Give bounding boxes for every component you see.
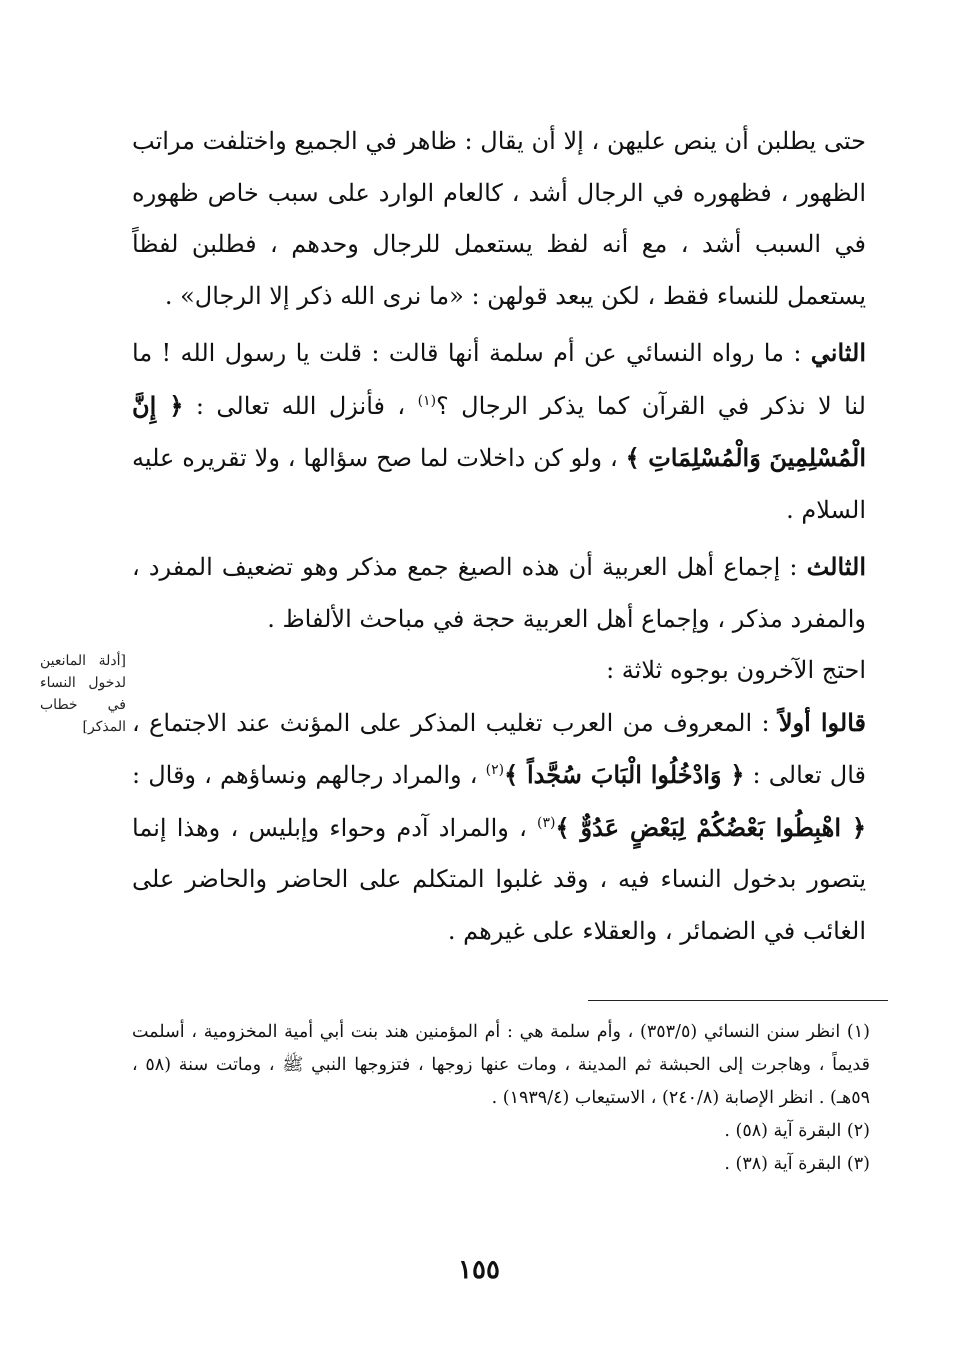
paragraph-2 bbox=[132, 327, 866, 536]
paragraph-2-text-c: ، ولو كن داخلات لما صح سؤالها ، ولا تقريره عليه السلام . bbox=[132, 444, 866, 524]
paragraph-2-text-a: : ما رواه النسائي عن أم سلمة أنها قالت : قلت يا رسول الله ! ما لنا لا نذكر في القرآن كما يذكر الرجال ؟ bbox=[132, 339, 866, 420]
margin-note: [أدلة المانعين لدخول النساء في خطاب المذكر] bbox=[40, 653, 126, 735]
page-number: ١٥٥ bbox=[458, 1255, 500, 1285]
paragraph-5-text-b: ، والمراد رجالهم ونساؤهم ، وقال : bbox=[132, 761, 486, 789]
footnote-2: (٢) البقرة آية (٥٨) . bbox=[724, 1121, 870, 1141]
quran-verse-1: ﴿ إِنَّ الْمُسْلِمِينَ وَالْمُسْلِمَاتِ ﴾ bbox=[132, 390, 866, 472]
paragraph-3-text: : إجماع أهل العربية أن هذه الصيغ جمع مذكر وهو تضعيف المفرد ، والمفرد مذكر ، وإجماع أهل العربية حجة في مباحث الألفاظ . bbox=[132, 553, 866, 633]
paragraph-3-heading: الثالث bbox=[806, 552, 866, 581]
paragraph-1: حتى يطلبن أن ينص عليهن ، إلا أن يقال : ظاهر في الجميع واختلفت مراتب الظهور ، فظهوره في الرجال أشد ، كالعام الوارد على سبب خاص ظهوره في السبب أشد ، مع أنه لفظ يستعمل للرجال وحدهم ، فطلبن لفظاً يستعمل للنساء فقط ، لكن يبعد قولهن : «ما نرى الله ذكر إلا الرجال» . bbox=[132, 127, 866, 310]
footnote-1: (١) انظر سنن النسائي (٣٥٣/٥) ، وأم سلمة هي : أم المؤمنين هند بنت أبي أمية المخزومية ، أسلمت قديماً ، وهاجرت إلى الحبشة ثم المدينة ، ومات عنها زوجها ، فتزوجها النبي ﷺ ، وماتت سنة (٥٨ ، ٥٩هـ) . انظر الإصابة (٢٤٠/٨) ، الاستيعاب (١٩٣٩/٤) . bbox=[132, 1022, 870, 1108]
footnote-ref-1[interactable]: (١) bbox=[417, 392, 437, 409]
paragraph-4: احتج الآخرون بوجوه ثلاثة : bbox=[606, 656, 866, 684]
paragraph-5 bbox=[132, 697, 866, 958]
paragraph-5-text-c: ، والمراد آدم وحواء وإبليس ، وهذا إنما يتصور بدخول النساء فيه ، وقد غلبوا المتكلم على الحاضر والحاضر على الغائب في الضمائر ، والعقلاء على غيرهم . bbox=[132, 813, 866, 945]
paragraph-3 bbox=[132, 541, 866, 645]
quran-verse-2: ﴿ وَادْخُلُوا الْبَابَ سُجَّداً ﴾ bbox=[504, 760, 745, 789]
paragraph-2-text-b: ، فأنزل الله تعالى : bbox=[183, 391, 418, 420]
paragraph-5-heading: قالوا أولاً bbox=[778, 707, 866, 737]
main-text bbox=[132, 116, 866, 957]
footnotes bbox=[132, 1016, 870, 1181]
paragraph-5-text-a: : المعروف من العرب تغليب المذكر على المؤنث عند الاجتماع ، قال تعالى : bbox=[132, 708, 866, 789]
footnote-3: (٣) البقرة آية (٣٨) . bbox=[724, 1154, 870, 1174]
quran-verse-3: ﴿ اهْبِطُوا بَعْضُكُمْ لِبَعْضٍ عَدُوٌّ ﴾ bbox=[555, 812, 867, 842]
footnote-ref-2[interactable]: (٢) bbox=[485, 762, 505, 778]
footnote-ref-3[interactable]: (٣) bbox=[537, 814, 556, 831]
paragraph-2-heading: الثاني bbox=[810, 338, 866, 367]
footnote-separator bbox=[588, 1000, 888, 1001]
